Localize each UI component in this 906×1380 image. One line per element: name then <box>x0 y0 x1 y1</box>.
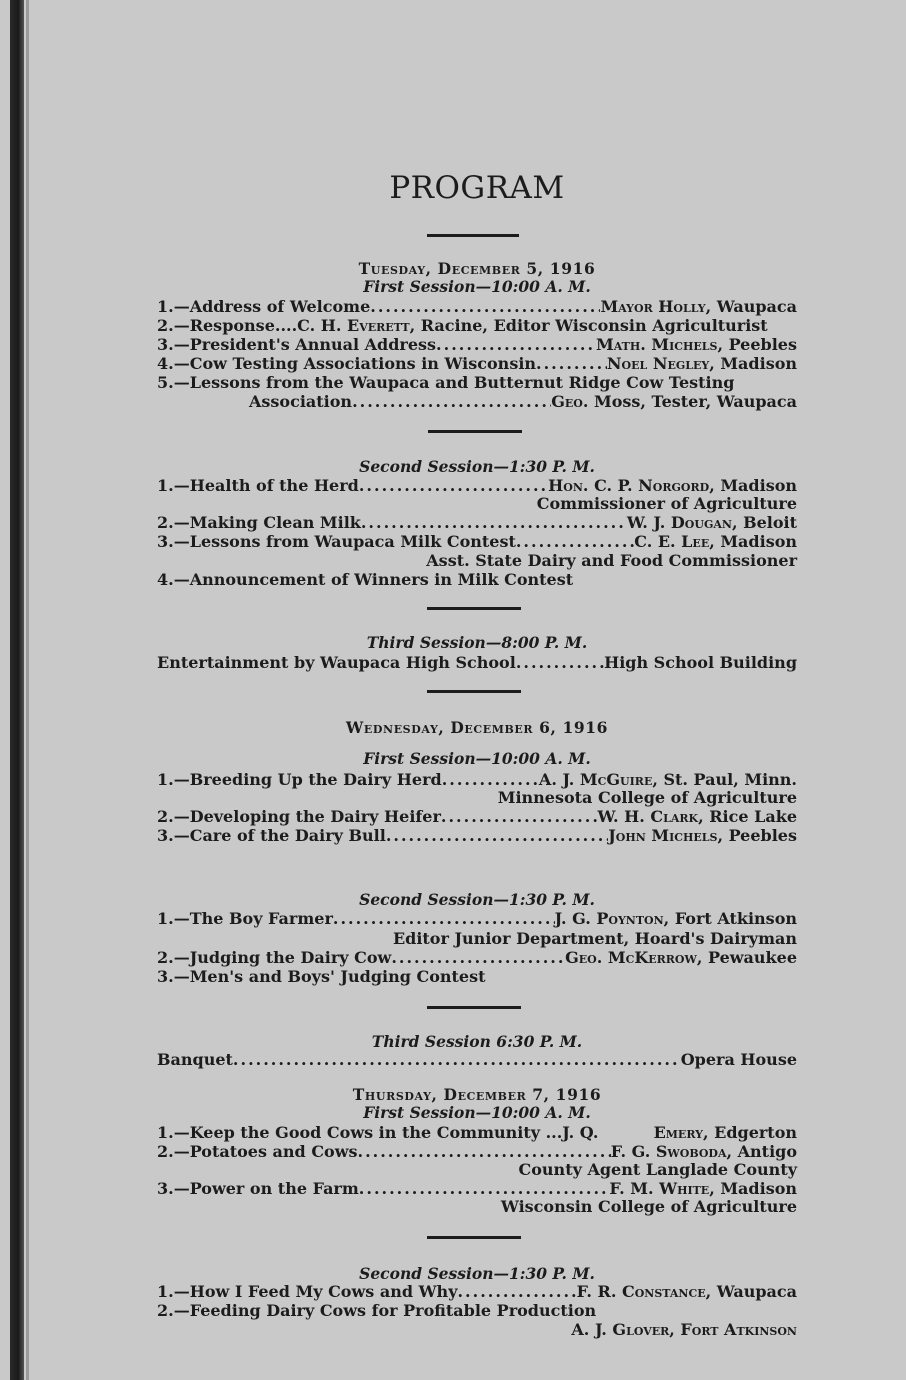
program-item: 3.—Men's and Boys' Judging Contest <box>157 967 486 986</box>
divider <box>427 607 521 610</box>
program-item: 1.—How I Feed My Cows and Why ..... F. R. Constance, Waupaca <box>157 1282 797 1301</box>
affiliation: A. J. Glover, Fort Atkinson <box>571 1320 797 1339</box>
program-item: 4.—Announcement of Winners in Milk Contest <box>157 570 574 589</box>
program-item: 5.—Lessons from the Waupaca and Butternut Ridge Cow Testing <box>157 373 735 392</box>
affiliation: Editor Junior Department, Hoard's Dairyman <box>392 929 797 948</box>
session-heading: Second Session—1:30 P. M. <box>359 890 595 909</box>
program-item: 3.—Care of the Dairy Bull ..... John Michels, Peebles <box>157 826 797 845</box>
program-page <box>157 0 797 1380</box>
divider <box>427 690 521 693</box>
affiliation: County Agent Langlade County <box>518 1160 797 1179</box>
session-heading: Third Session—8:00 P. M. <box>366 633 588 652</box>
program-item: 1.—Address of Welcome ..... Mayor Holly, Waupaca <box>157 297 797 316</box>
program-item: 2.—Developing the Dairy Heifer ..... W. H. Clark, Rice Lake <box>157 807 797 826</box>
program-item: 3.—President's Annual Address ..... Math. Michels, Peebles <box>157 335 797 354</box>
program-item-continuation: Association ..... Geo. Moss, Tester, Waupaca <box>157 392 797 411</box>
program-item: 4.—Cow Testing Associations in Wisconsin ..... Noel Negley, Madison <box>157 354 797 373</box>
session-heading: First Session—10:00 A. M. <box>363 277 591 296</box>
binding-edge <box>10 0 24 1380</box>
program-item: 1.—Breeding Up the Dairy Herd ..... A. J. McGuire, St. Paul, Minn. <box>157 770 797 789</box>
program-item: 2.—Response....C. H. Everett, Racine, Editor Wisconsin Agriculturist <box>157 316 768 335</box>
program-item: 1.—Keep the Good Cows in the Community ...J. Q. Emery, Edgerton <box>157 1123 797 1142</box>
session-heading: First Session—10:00 A. M. <box>363 749 591 768</box>
program-item: 2.—Making Clean Milk ..... W. J. Dougan, Beloit <box>157 513 797 532</box>
day-heading-wednesday: Wednesday, December 6, 1916 <box>345 718 609 737</box>
session-heading: First Session—10:00 A. M. <box>363 1103 591 1122</box>
affiliation: Wisconsin College of Agriculture <box>500 1197 797 1216</box>
day-heading-tuesday: Tuesday, December 5, 1916 <box>358 259 596 278</box>
program-item: Entertainment by Waupaca High School ..... High School Building <box>157 653 797 672</box>
program-item: 1.—The Boy Farmer ..... J. G. Poynton, Fort Atkinson <box>157 909 797 928</box>
binding-edge-highlight <box>26 0 29 1380</box>
program-item: 3.—Power on the Farm ..... F. M. White, Madison <box>157 1179 797 1198</box>
session-heading: Third Session 6:30 P. M. <box>371 1032 583 1051</box>
program-item: 2.—Feeding Dairy Cows for Profitable Production <box>157 1301 597 1320</box>
program-item: 1.—Health of the Herd ..... Hon. C. P. Norgord, Madison <box>157 476 797 495</box>
program-item: 2.—Judging the Dairy Cow ..... Geo. McKerrow, Pewaukee <box>157 948 797 967</box>
program-item: 2.—Potatoes and Cows ..... F. G. Swoboda, Antigo <box>157 1142 797 1161</box>
program-item: 3.—Lessons from Waupaca Milk Contest ..... C. E. Lee, Madison <box>157 532 797 551</box>
session-heading: Second Session—1:30 P. M. <box>359 1264 595 1283</box>
program-item: Banquet ..... Opera House <box>157 1050 797 1069</box>
divider <box>427 234 519 237</box>
divider <box>427 1236 521 1239</box>
page-title: PROGRAM <box>389 170 565 206</box>
session-heading: Second Session—1:30 P. M. <box>359 457 595 476</box>
divider <box>427 1006 521 1009</box>
day-heading-thursday: Thursday, December 7, 1916 <box>352 1085 602 1104</box>
affiliation: Asst. State Dairy and Food Commissioner <box>426 551 797 570</box>
divider <box>428 430 522 433</box>
affiliation: Minnesota College of Agriculture <box>497 788 797 807</box>
affiliation: Commissioner of Agriculture <box>536 494 797 513</box>
